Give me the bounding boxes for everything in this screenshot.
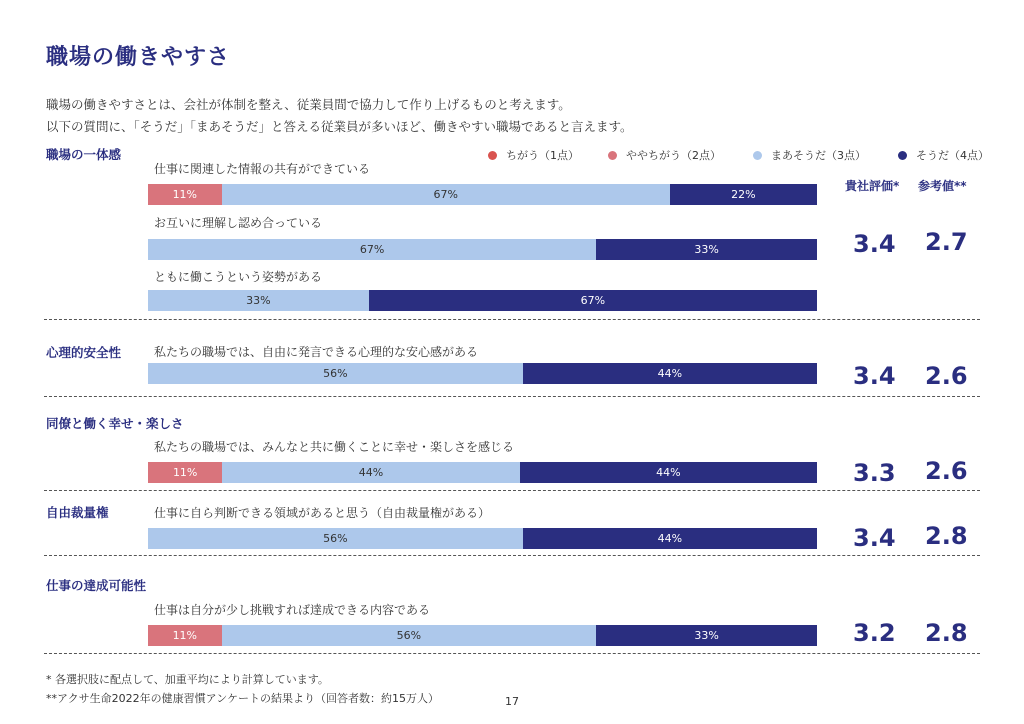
section-label: 同僚と働く幸せ・楽しさ bbox=[46, 416, 184, 431]
legend-item bbox=[488, 147, 579, 163]
bar-data-label: 33% bbox=[694, 629, 719, 642]
bar-data-label: 56% bbox=[323, 367, 348, 380]
section-label: 心理的安全性 bbox=[46, 345, 122, 360]
bar-data-label: 44% bbox=[657, 367, 683, 380]
legend-swatch bbox=[898, 151, 907, 160]
legend-label: そうだ（4点） bbox=[916, 149, 989, 162]
section-label: 自由裁量権 bbox=[46, 505, 109, 520]
section-divider bbox=[44, 653, 980, 654]
bar-data-label: 33% bbox=[246, 294, 271, 307]
footnote: **アクサ生命2022年の健康習慣アンケートの結果より（回答者数：約15万人） bbox=[46, 692, 439, 705]
bar-data-label: 11% bbox=[172, 466, 198, 479]
legend-label: ややちがう（2点） bbox=[626, 149, 721, 162]
reference-score: 2.6 bbox=[925, 362, 968, 390]
legend-item bbox=[753, 147, 866, 163]
stacked-bar bbox=[148, 462, 817, 483]
bar-data-label: 67% bbox=[580, 294, 606, 307]
section-divider bbox=[44, 490, 980, 491]
reference-score: 2.8 bbox=[925, 522, 968, 550]
section-label: 仕事の達成可能性 bbox=[46, 578, 147, 593]
bar-data-label: 56% bbox=[323, 532, 348, 545]
footnote: * 各選択肢に配点して、加重平均により計算しています。 bbox=[46, 673, 329, 686]
bar-data-label: 67% bbox=[359, 243, 385, 256]
bar-data-label: 67% bbox=[433, 188, 458, 201]
question-text: 私たちの職場では、みんなと共に働くことに幸せ・楽しさを感じる bbox=[154, 440, 515, 454]
stacked-bar bbox=[148, 528, 817, 549]
company-score: 3.4 bbox=[853, 230, 896, 258]
bar-data-label: 44% bbox=[358, 466, 384, 479]
bar-data-label: 44% bbox=[657, 532, 683, 545]
question-text: 仕事に関連した情報の共有ができている bbox=[154, 162, 371, 176]
bar-data-label: 44% bbox=[656, 466, 681, 479]
section-label: 職場の一体感 bbox=[46, 147, 122, 162]
legend-label: まあそうだ（3点） bbox=[771, 149, 866, 162]
question-text: ともに働こうという姿勢がある bbox=[154, 270, 323, 284]
legend-swatch bbox=[608, 151, 617, 160]
intro-line-1: 職場の働きやすさとは、会社が体制を整え、従業員間で協力して作り上げるものと考えます。 bbox=[46, 97, 571, 112]
section-divider bbox=[44, 555, 980, 556]
legend-label: ちがう（1点） bbox=[506, 149, 579, 162]
company-score-header: 貴社評価* bbox=[845, 179, 900, 193]
section-divider bbox=[44, 319, 980, 320]
question-text: 仕事に自ら判断できる領域があると思う（自由裁量権がある） bbox=[154, 506, 491, 520]
company-score: 3.2 bbox=[853, 619, 896, 647]
stacked-bar bbox=[148, 239, 817, 260]
company-score: 3.4 bbox=[853, 362, 896, 390]
reference-score: 2.6 bbox=[925, 457, 968, 485]
legend-item bbox=[608, 147, 721, 163]
intro-line-2: 以下の質問に、「そうだ」「まあそうだ」と答える従業員が多いほど、働きやすい職場であると言えます。 bbox=[46, 119, 633, 134]
bar-data-label: 11% bbox=[172, 188, 198, 201]
stacked-bar bbox=[148, 184, 817, 205]
stacked-bar bbox=[148, 625, 817, 646]
reference-score-header: 参考値** bbox=[918, 179, 967, 193]
stacked-bar bbox=[148, 290, 817, 311]
question-text: 私たちの職場では、自由に発言できる心理的な安心感がある bbox=[154, 345, 479, 359]
question-text: 仕事は自分が少し挑戦すれば達成できる内容である bbox=[154, 603, 431, 617]
company-score: 3.3 bbox=[853, 459, 896, 487]
bar-data-label: 22% bbox=[731, 188, 756, 201]
page-title: 職場の働きやすさ bbox=[46, 45, 231, 70]
bar-data-label: 33% bbox=[694, 243, 719, 256]
reference-score: 2.7 bbox=[925, 228, 968, 256]
page-number: 17 bbox=[505, 695, 519, 708]
section-divider bbox=[44, 396, 980, 397]
question-text: お互いに理解し認め合っている bbox=[154, 216, 323, 230]
company-score: 3.4 bbox=[853, 524, 896, 552]
stacked-bar bbox=[148, 363, 817, 384]
bar-data-label: 11% bbox=[172, 629, 198, 642]
legend-item bbox=[898, 147, 989, 163]
legend-swatch bbox=[488, 151, 497, 160]
reference-score: 2.8 bbox=[925, 619, 968, 647]
bar-data-label: 56% bbox=[396, 629, 422, 642]
legend-swatch bbox=[753, 151, 762, 160]
